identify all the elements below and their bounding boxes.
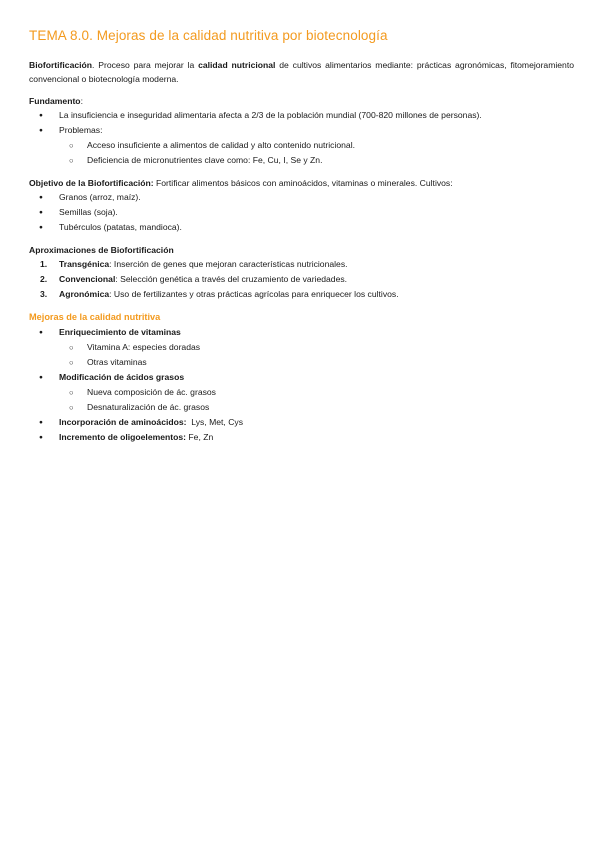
- fundamento-heading-text: Fundamento: [29, 96, 81, 106]
- item-term: Modificación de ácidos grasos: [59, 372, 185, 382]
- item-term: Transgénica: [59, 259, 110, 269]
- item-text: : Inserción de genes que mejoran características nutricionales.: [109, 259, 348, 269]
- objetivo-heading: Objetivo de la Biofortificación:: [29, 178, 154, 188]
- cultivos-list: [29, 190, 574, 235]
- list-item: [29, 272, 574, 287]
- item-term: Enriquecimiento de vitaminas: [59, 327, 181, 337]
- list-item: ○ Otras vitaminas: [29, 355, 574, 370]
- grasos-sublist: [29, 385, 574, 415]
- list-number: 2.: [40, 274, 48, 284]
- list-item: [29, 287, 574, 302]
- aproximaciones-section: [29, 243, 574, 302]
- item-text: Lys, Met, Cys: [186, 417, 244, 427]
- fundamento-heading: [29, 94, 574, 108]
- fundamento-section: [29, 94, 574, 168]
- list-item: [29, 415, 574, 430]
- list-item: ● Granos (arroz, maíz).: [29, 190, 574, 205]
- item-text: : Uso de fertilizantes y otras prácticas agrícolas para enriquecer los cultivos.: [109, 289, 399, 299]
- list-item: ○ Vitamina A: especies doradas: [29, 340, 574, 355]
- objetivo-paragraph: [29, 176, 574, 190]
- objetivo-section: [29, 176, 574, 235]
- list-number: 1.: [40, 259, 48, 269]
- list-item: [29, 430, 574, 445]
- intro-text-1: . Proceso para mejorar la: [92, 60, 199, 70]
- item-term: Incremento de oligoelementos:: [59, 432, 187, 442]
- intro-term: Biofortificación: [29, 60, 93, 70]
- list-item: [29, 370, 574, 415]
- fundamento-list: [29, 108, 574, 168]
- list-item: ○ Deficiencia de micronutrientes clave como: Fe, Cu, I, Se y Zn.: [29, 153, 574, 168]
- mejoras-list: [29, 325, 574, 445]
- list-item: ● Semillas (soja).: [29, 205, 574, 220]
- item-term: Convencional: [59, 274, 116, 284]
- mejoras-heading: Mejoras de la calidad nutritiva: [29, 312, 161, 322]
- vitaminas-sublist: [29, 340, 574, 370]
- list-item: ○ Acceso insuficiente a alimentos de calidad y alto contenido nutricional.: [29, 138, 574, 153]
- aproximaciones-heading: Aproximaciones de Biofortificación: [29, 245, 174, 255]
- intro-text-2: de cultivos alimentarios mediante: prácticas agronómicas, fitomejoramiento convencional o biotecnología moderna.: [29, 60, 574, 84]
- item-text: Fe, Zn: [186, 432, 214, 442]
- item-term: Agronómica: [59, 289, 110, 299]
- page-title: TEMA 8.0. Mejoras de la calidad nutritiva por biotecnología: [29, 28, 388, 43]
- intro-bold: calidad nutricional: [198, 60, 276, 70]
- document-page: [29, 28, 574, 453]
- mejoras-section: [29, 310, 574, 445]
- list-item: [29, 257, 574, 272]
- list-item: [29, 325, 574, 370]
- problemas-sublist: [29, 138, 574, 168]
- aproximaciones-list: [29, 257, 574, 302]
- list-item-label: Problemas:: [59, 125, 103, 135]
- intro-paragraph: [29, 58, 574, 86]
- list-item: ○ Desnaturalización de ác. grasos: [29, 400, 574, 415]
- fundamento-colon: :: [80, 96, 83, 106]
- list-number: 3.: [40, 289, 48, 299]
- list-item: [29, 123, 574, 168]
- list-item: ● La insuficiencia e inseguridad alimentaria afecta a 2/3 de la población mundial (700-820 millones de personas).: [29, 108, 574, 123]
- item-text: : Selección genética a través del cruzamiento de variedades.: [115, 274, 348, 284]
- objetivo-text: Fortificar alimentos básicos con aminoácidos, vitaminas o minerales. Cultivos:: [153, 178, 453, 188]
- list-item: ● Tubérculos (patatas, mandioca).: [29, 220, 574, 235]
- list-item: ○ Nueva composición de ác. grasos: [29, 385, 574, 400]
- item-term: Incorporación de aminoácidos:: [59, 417, 187, 427]
